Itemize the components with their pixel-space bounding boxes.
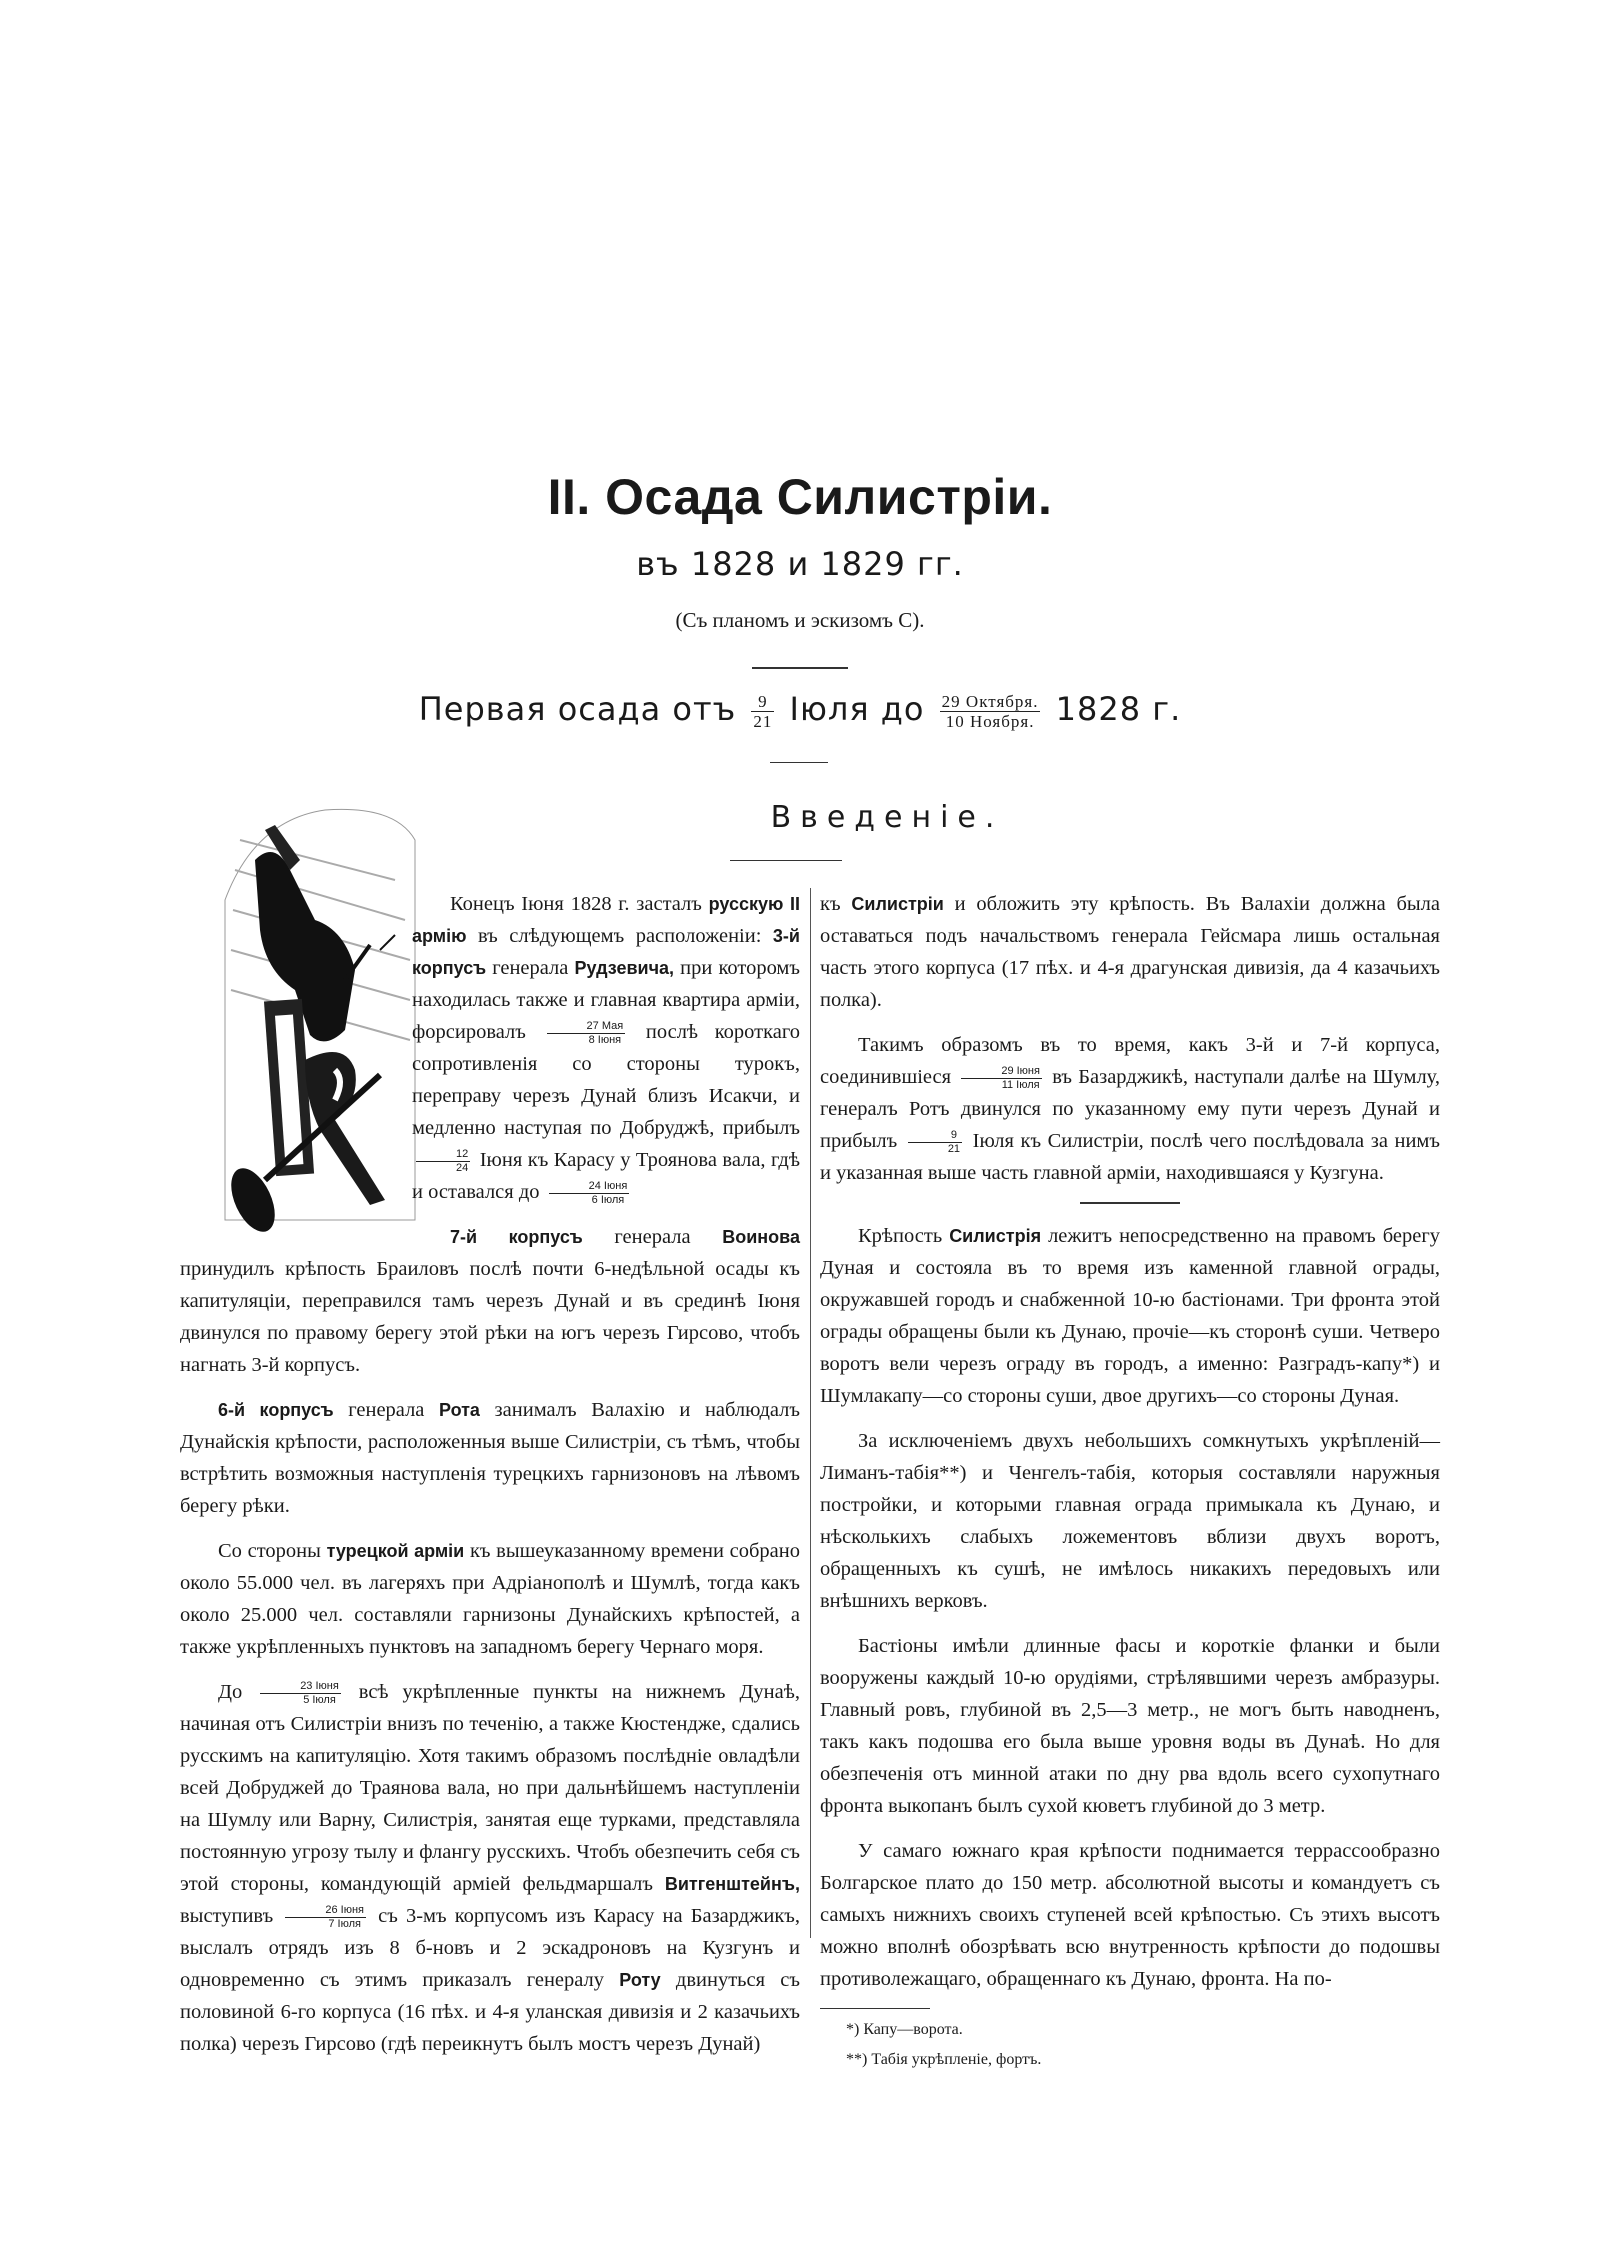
title-divider <box>752 667 848 669</box>
intro-divider <box>730 860 842 861</box>
paragraph: 6-й корпусъ генерала Рота занималъ Валахію и наблюдалъ Дунайскія крѣпости, расположенныя выше Силистріи, съ тѣмъ, чтобы встрѣтить возможныя наступленія турецкихъ гарнизоновъ на лѣвомъ берегу рѣки. <box>180 1399 800 1517</box>
text-column-right <box>820 888 1440 2075</box>
date-fraction-to: $\frac{\text{29 Октября.}}{\text{10 Ноября.}}$ <box>941 691 1039 731</box>
siege-prefix: Первая осада отъ <box>418 690 737 728</box>
paragraph: Крѣпость Силистрія лежитъ непосредственно на правомъ берегу Дуная и состояла въ то время изъ каменной главной ограды, окружавшей городъ и снабженной 10-ю бастіонами. Три фронта этой ограды обращены были къ Дунаю, прочіе—къ сторонѣ суши. Четверо воротъ вели черезъ ограду въ городъ, а именно: Разградъ-капу*) и Шумлакапу—со стороны суши, двое другихъ—со стороны Дуная. <box>820 1225 1440 1407</box>
date-fraction: $\frac{\text{26 Іюня}}{\text{7 Іюля}}$ <box>285 1905 366 1930</box>
date-fraction: $\frac{12}{24}$ <box>416 1149 470 1174</box>
date-fraction: $\frac{\text{24 Іюня}}{\text{6 Іюля}}$ <box>549 1181 630 1206</box>
paragraph: 7-й корпусъ генерала Воинова принудилъ крѣпость Браиловъ послѣ почти 6-недѣльной осады къ капитуляціи, переправился тамъ черезъ Дунай и въ срединѣ Іюня двинулся по правому берегу этой рѣки на югъ черезъ Гирсово, чтобъ нагнать 3-й корпусъ. <box>180 1226 800 1376</box>
siege-month: Іюля до <box>789 690 925 728</box>
date-fraction: $\frac{\text{27 Мая}}{\text{8 Іюня}}$ <box>547 1021 626 1046</box>
chapter-title: II. Осада Силистріи. <box>547 469 1053 525</box>
illustration-wrap-space <box>180 888 412 1250</box>
paragraph: Бастіоны имѣли длинные фасы и короткіе фланки и были вооружены каждый 10-ю орудіями, стрѣлявшими черезъ амбразуры. Главный ровъ, глубиной въ 2,5—3 метр., не могъ быть наводненъ, такъ какъ подошва его была выше уровня воды въ Дунаѣ. Но для обезпеченія отъ минной атаки по дну рва вдоль всего сухопутнаго фронта выкопанъ былъ сухой кюветъ глубиной до 3 метр. <box>820 1635 1440 1817</box>
paragraph: За исключеніемъ двухъ небольшихъ сомкнутыхъ укрѣпленій—Лиманъ-табія**) и Ченгелъ-табія, которыя составляли наружныя постройки, и которыми главная ограда примыкала къ Дунаю, и нѣсколькихъ слабыхъ ложементовъ вблизи двухъ воротъ, обращенныхъ къ сушѣ, не имѣлось никакихъ передовыхъ или внѣшнихъ верковъ. <box>820 1430 1440 1612</box>
footnote-divider <box>820 2008 930 2009</box>
footnotes <box>820 2015 1440 2075</box>
chapter-note: (Съ планомъ и эскизомъ С). <box>675 608 925 632</box>
date-fraction: $\frac{\text{29 Іюня}}{\text{11 Іюля}}$ <box>961 1066 1042 1091</box>
section-heading: Введеніе. <box>770 800 1004 835</box>
paragraph: До $\frac{\text{23 Іюня}}{\text{5 Іюля}}$ всѣ укрѣпленные пункты на нижнемъ Дунаѣ, начиная отъ Силистріи внизъ по теченію, а также Кюстендже, сдались русскимъ на капитуляцію. Хотя такимъ образомъ послѣдніе овладѣли всей Добруджей до Траянова вала, но при дальнѣйшемъ наступленіи на Шумлу или Варну, Силистрія, занятая еще турками, представляла постоянную угрозу тылу и флангу русскихъ. Чтобъ обезпечить себя съ этой стороны, командующій арміей фельдмаршалъ Витгенштейнъ, выступивъ $\frac{\text{26 Іюня}}{\text{7 Іюля}}$ съ 3-мъ корпусомъ изъ Карасу на Базарджикъ, выслалъ отрядъ изъ 8 б-новъ и 2 эскадроновъ на Кузгунъ и одновременно съ этимъ приказалъ генералу Роту двинуться съ половиной 6-го корпуса (16 пѣх. и 4-я уланская дивизія и 2 казачьихъ полка) черезъ Гирсово (гдѣ переикнутъ былъ мостъ черезъ Дунай) <box>180 1679 801 2055</box>
date-fraction: $\frac{9}{21}$ <box>908 1130 962 1155</box>
siege-year: 1828 г. <box>1055 690 1182 728</box>
date-fraction-from: $\frac{9}{21}$ <box>753 691 773 731</box>
column-divider <box>810 888 811 1938</box>
date-fraction: $\frac{\text{23 Іюня}}{\text{5 Іюля}}$ <box>260 1681 341 1706</box>
paragraph: Конецъ Іюня 1828 г. засталъ русскую II армію въ слѣдующемъ расположеніи: 3-й корпусъ генерала Рудзевича, при которомъ находилась также и главная квартира арміи, форсировалъ $\frac{\text{27 Мая}}{\text{8 Іюня}}$ послѣ короткаго сопротивленія со стороны турокъ, переправу черезъ Дунай близъ Исакчи, и медленно наступая по Добруджѣ, прибылъ $\frac{12}{24}$ Іюня къ Карасу у Троянова вала, гдѣ и оставался до $\frac{\text{24 Іюня}}{\text{6 Іюля}}$ <box>412 893 800 1206</box>
chapter-years: въ 1828 и 1829 гг. <box>636 545 964 583</box>
paragraph: Со стороны турецкой арміи къ вышеуказанному времени собрано около 55.000 чел. въ лагеряхъ при Адріанополѣ и Шумлѣ, тогда какъ около 25.000 чел. составляли гарнизоны Дунайскихъ крѣпостей, а также укрѣпленныхъ пунктовъ на западномъ берегу Чернаго моря. <box>180 1540 800 1658</box>
siege-subtitle <box>0 690 1600 730</box>
paragraph: къ Силистріи и обложить эту крѣпость. Въ Валахіи должна была оставаться подъ начальствомъ генерала Гейсмара лишь остальная часть этого корпуса (17 пѣх. и 4-я драгунская дивизія, да 4 казачьихъ полка). <box>820 893 1441 1011</box>
paragraph: У самаго южнаго края крѣпости поднимается террассообразно Болгарское плато до 150 метр. абсолютной высоты и командуетъ съ самыхъ нижнихъ своихъ ступеней всей крѣпостью. Съ этихъ высотъ можно вполнѣ обозрѣвать всю внутренность крѣпости до подошвы противолежащаго, обращеннаго къ Дунаю, фронта. На по- <box>820 1840 1440 1990</box>
footnote: **) Табія укрѣпленіе, фортъ. <box>846 2051 1042 2068</box>
footnote: *) Капу—ворота. <box>846 2021 963 2038</box>
text-column-left <box>180 888 800 2073</box>
section-divider <box>1080 1202 1180 1204</box>
subtitle-divider <box>770 762 828 763</box>
paragraph: Такимъ образомъ въ то время, какъ 3-й и 7-й корпуса, соединившіеся $\frac{\text{29 Іюня}}{\text{11 Іюля}}$ въ Базарджикѣ, наступали далѣе на Шумлу, генералъ Ротъ двинулся по указанному ему пути черезъ Дунай и прибылъ $\frac{9}{21}$ Іюля къ Силистріи, послѣ чего послѣдовала за нимъ и указанная выше часть главной арміи, находившаяся у Кузгуна. <box>820 1034 1441 1184</box>
